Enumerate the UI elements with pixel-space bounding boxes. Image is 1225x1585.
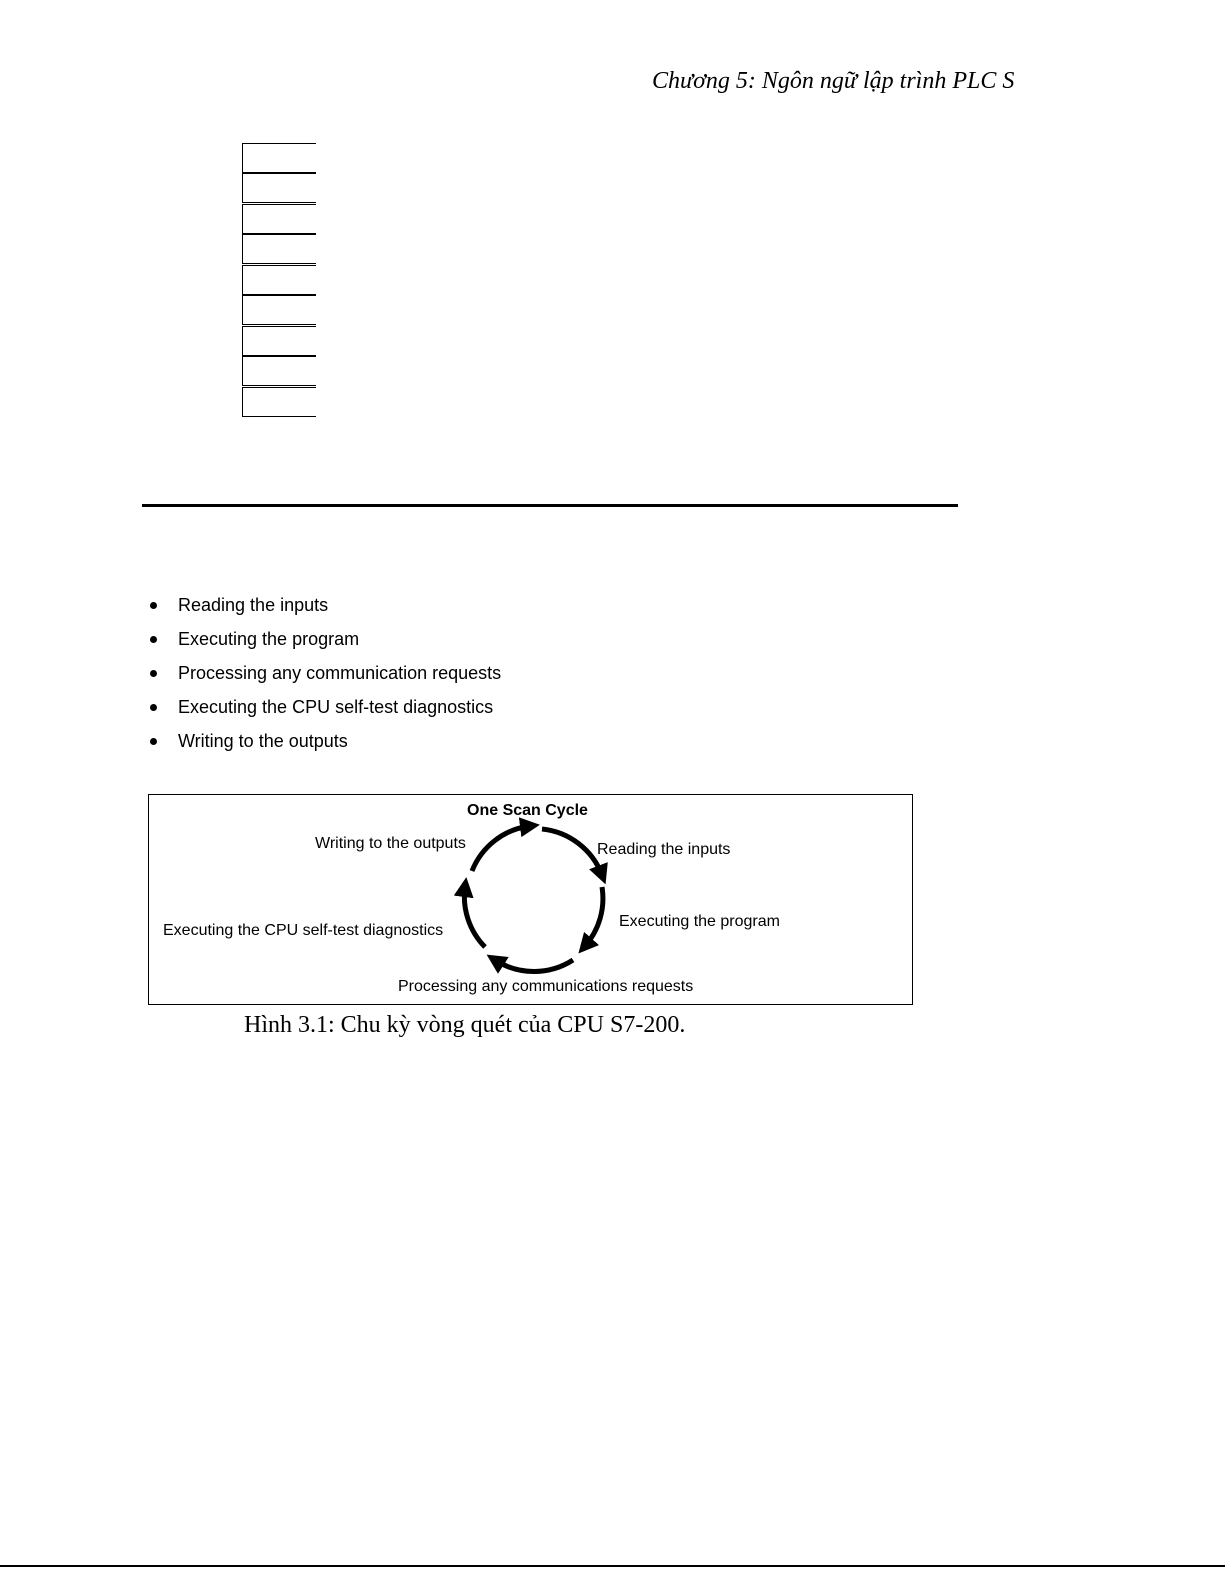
cycle-arrow-processing: [495, 960, 573, 971]
list-item: [148, 727, 501, 761]
empty-cell: [242, 204, 316, 234]
page-bottom-rule: [0, 1565, 1225, 1567]
label-executing-program: Executing the program: [619, 913, 780, 930]
bullet-icon: [150, 602, 157, 609]
empty-cell-stack: [242, 143, 316, 418]
cycle-arrow-diagnostics: [464, 887, 485, 947]
list-item-text: Executing the CPU self-test diagnostics: [178, 697, 494, 717]
list-item-text: Executing the program: [178, 629, 360, 649]
scan-cycle-figure: [148, 794, 913, 1005]
empty-cell: [242, 295, 316, 325]
scan-cycle-diagram: [149, 795, 914, 1006]
bullet-icon: [150, 704, 157, 711]
empty-cell: [242, 143, 316, 173]
empty-cell: [242, 326, 316, 356]
running-header: Chương 5: Ngôn ngữ lập trình PLC S: [652, 68, 1015, 94]
label-writing-outputs: Writing to the outputs: [315, 835, 466, 852]
empty-cell: [242, 173, 316, 203]
empty-cell: [242, 356, 316, 386]
bullet-icon: [150, 670, 157, 677]
list-item: [148, 591, 501, 625]
scan-steps-list: [148, 591, 501, 761]
cycle-arrow-writing: [472, 826, 530, 871]
cycle-arrow-executing: [585, 887, 603, 946]
figure-caption: Hình 3.1: Chu kỳ vòng quét của CPU S7-200.: [244, 1012, 686, 1038]
label-processing-requests: Processing any communications requests: [398, 978, 694, 995]
empty-cell: [242, 387, 316, 417]
section-divider: [142, 504, 958, 507]
list-item: [148, 693, 501, 727]
list-item-text: Reading the inputs: [178, 595, 329, 615]
bullet-icon: [150, 738, 157, 745]
bullet-icon: [150, 636, 157, 643]
label-reading-inputs: Reading the inputs: [597, 841, 731, 858]
list-item: [148, 659, 501, 693]
empty-cell: [242, 265, 316, 295]
list-item: [148, 625, 501, 659]
list-item-text: Processing any communication requests: [178, 663, 502, 683]
empty-cell: [242, 234, 316, 264]
figure-title: One Scan Cycle: [467, 802, 588, 819]
label-cpu-diagnostics: Executing the CPU self-test diagnostics: [163, 922, 444, 939]
list-item-text: Writing to the outputs: [178, 731, 348, 751]
cycle-arrow-reading: [542, 829, 602, 875]
